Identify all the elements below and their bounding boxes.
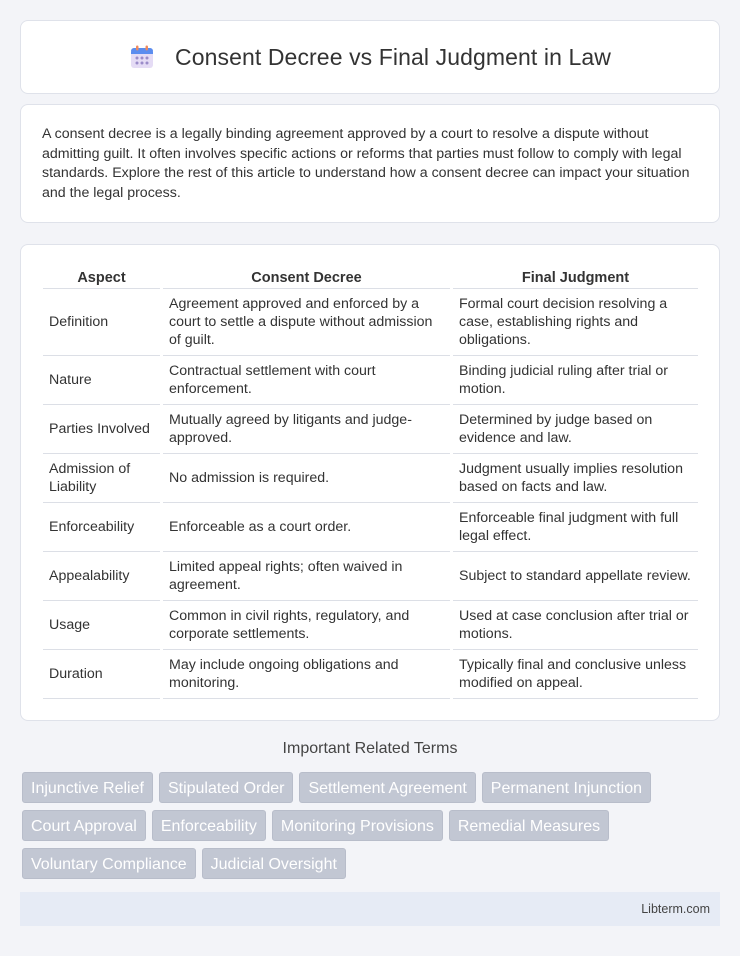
table-row xyxy=(43,289,698,356)
header-aspect: Aspect xyxy=(43,265,160,289)
tag-voluntary-compliance[interactable]: Voluntary Compliance xyxy=(22,848,196,879)
tag-settlement-agreement[interactable]: Settlement Agreement xyxy=(299,772,475,803)
cell-aspect: Usage xyxy=(43,601,160,650)
tag-remedial-measures[interactable]: Remedial Measures xyxy=(449,810,609,841)
footer-link[interactable]: Libterm.com xyxy=(641,902,710,916)
tag-court-approval[interactable]: Court Approval xyxy=(22,810,146,841)
header-card xyxy=(20,20,720,94)
cell-aspect: Nature xyxy=(43,356,160,405)
related-terms-tags xyxy=(22,772,702,879)
cell-final-judgment: Binding judicial ruling after trial or motion. xyxy=(453,356,698,405)
table-row xyxy=(43,552,698,601)
cell-consent-decree: Contractual settlement with court enforcement. xyxy=(163,356,450,405)
calendar-icon xyxy=(129,44,155,70)
tag-injunctive-relief[interactable]: Injunctive Relief xyxy=(22,772,153,803)
cell-consent-decree: Limited appeal rights; often waived in agreement. xyxy=(163,552,450,601)
table-row xyxy=(43,601,698,650)
cell-aspect: Enforceability xyxy=(43,503,160,552)
table-row xyxy=(43,405,698,454)
cell-final-judgment: Used at case conclusion after trial or motions. xyxy=(453,601,698,650)
cell-final-judgment: Subject to standard appellate review. xyxy=(453,552,698,601)
page-title: Consent Decree vs Final Judgment in Law xyxy=(174,43,611,70)
cell-consent-decree: Common in civil rights, regulatory, and corporate settlements. xyxy=(163,601,450,650)
cell-consent-decree: May include ongoing obligations and monitoring. xyxy=(163,650,450,699)
related-terms-title: Important Related Terms xyxy=(282,740,458,757)
cell-final-judgment: Determined by judge based on evidence and law. xyxy=(453,405,698,454)
table-row xyxy=(43,650,698,699)
header-final-judgment: Final Judgment xyxy=(453,265,698,289)
cell-aspect: Admission of Liability xyxy=(43,454,160,503)
header-consent-decree: Consent Decree xyxy=(163,265,450,289)
comparison-table-card xyxy=(20,244,720,721)
cell-consent-decree: Mutually agreed by litigants and judge-approved. xyxy=(163,405,450,454)
cell-aspect: Duration xyxy=(43,650,160,699)
tag-permanent-injunction[interactable]: Permanent Injunction xyxy=(482,772,651,803)
cell-final-judgment: Enforceable final judgment with full legal effect. xyxy=(453,503,698,552)
tag-judicial-oversight[interactable]: Judicial Oversight xyxy=(202,848,346,879)
cell-final-judgment: Formal court decision resolving a case, establishing rights and obligations. xyxy=(453,289,698,356)
cell-aspect: Parties Involved xyxy=(43,405,160,454)
tag-enforceability[interactable]: Enforceability xyxy=(152,810,266,841)
cell-aspect: Appealability xyxy=(43,552,160,601)
cell-aspect: Definition xyxy=(43,289,160,356)
cell-consent-decree: Enforceable as a court order. xyxy=(163,503,450,552)
cell-final-judgment: Judgment usually implies resolution based on facts and law. xyxy=(453,454,698,503)
comparison-table xyxy=(43,265,698,699)
intro-card xyxy=(20,104,720,223)
intro-text: A consent decree is a legally binding agreement approved by a court to resolve a dispute without admitting guilt. It often involves specific actions or reforms that parties must follow to comply with legal standards. Explore the rest of this article to understand how a consent decree can impact your situation and the legal process. xyxy=(42,126,690,201)
cell-consent-decree: No admission is required. xyxy=(163,454,450,503)
tag-monitoring-provisions[interactable]: Monitoring Provisions xyxy=(272,810,443,841)
table-row xyxy=(43,356,698,405)
cell-final-judgment: Typically final and conclusive unless modified on appeal. xyxy=(453,650,698,699)
footer xyxy=(20,892,720,926)
cell-consent-decree: Agreement approved and enforced by a court to settle a dispute without admission of guilt. xyxy=(163,289,450,356)
table-row xyxy=(43,503,698,552)
table-header-row xyxy=(43,265,698,289)
table-row xyxy=(43,454,698,503)
tag-stipulated-order[interactable]: Stipulated Order xyxy=(159,772,294,803)
